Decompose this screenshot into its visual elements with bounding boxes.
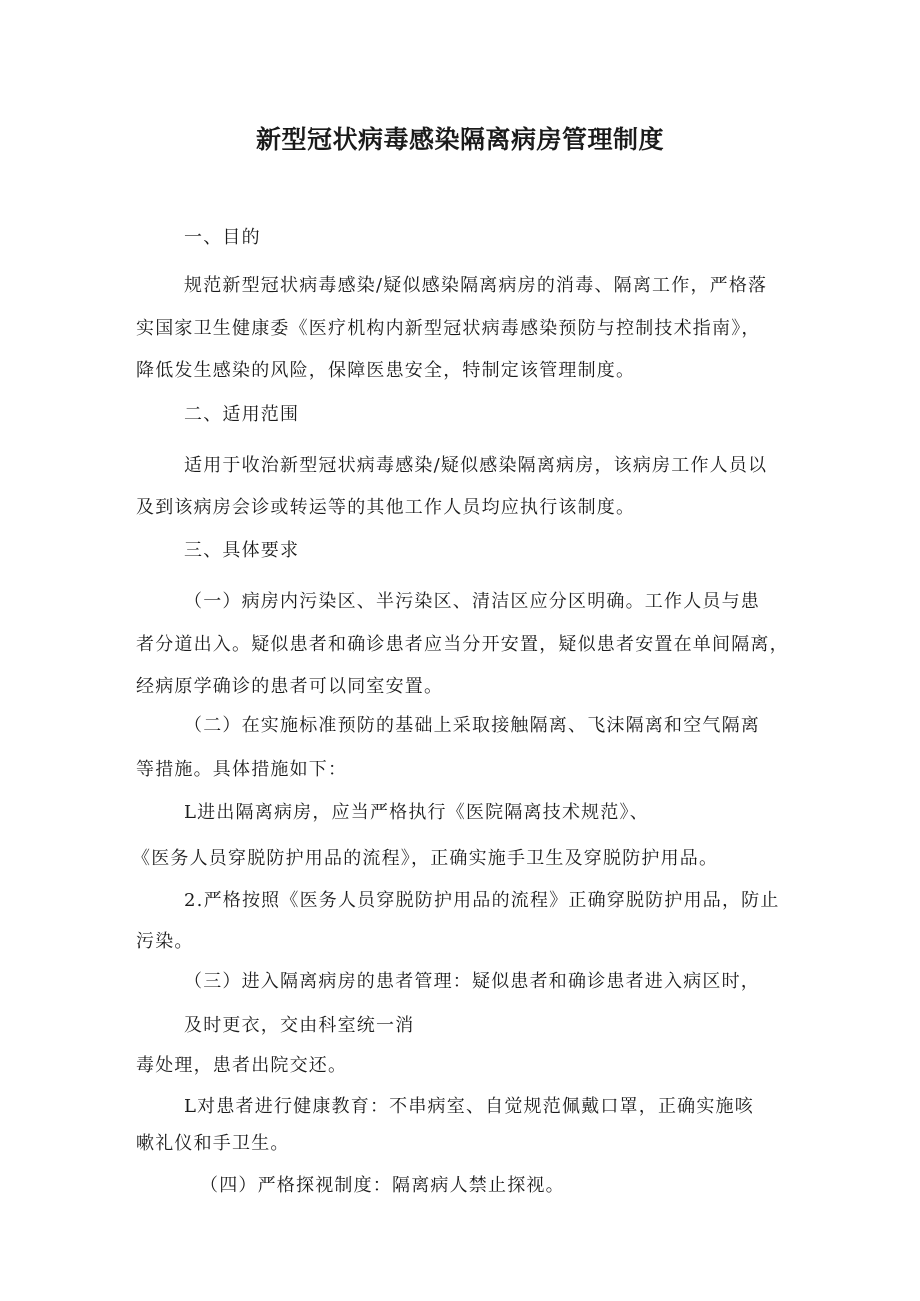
paragraph-line: 2.严格按照《医务人员穿脱防护用品的流程》正确穿脱防护用品，防止 <box>184 890 780 911</box>
paragraph-line: 《医务人员穿脱防护用品的流程》，正确实施手卫生及穿脱防护用品。 <box>132 848 719 869</box>
section-heading-requirements: 三、具体要求 <box>184 540 300 561</box>
paragraph-line: （一）病房内污染区、半污染区、清洁区应分区明确。工作人员与患 <box>184 591 760 612</box>
paragraph-line: 实国家卫生健康委《医疗机构内新型冠状病毒感染预防与控制技术指南》， <box>136 318 761 339</box>
document-title: 新型冠状病毒感染隔离病房管理制度 <box>255 125 664 154</box>
section-heading-purpose: 一、目的 <box>184 227 261 248</box>
paragraph-line: 污染。 <box>136 931 194 952</box>
paragraph-line: 适用于收治新型冠状病毒感染/疑似感染隔离病房，该病房工作人员以 <box>184 455 768 476</box>
paragraph-line: 等措施。具体措施如下： <box>136 759 348 780</box>
paragraph-line: 规范新型冠状病毒感染/疑似感染隔离病房的消毒、隔离工作，严格落 <box>184 275 768 296</box>
paragraph-line: 嗽礼仪和手卫生。 <box>136 1133 290 1154</box>
paragraph-line: L对患者进行健康教育：不串病室、自觉规范佩戴口罩，正确实施咳 <box>184 1096 754 1117</box>
paragraph-line: （三）进入隔离病房的患者管理：疑似患者和确诊患者进入病区时， <box>184 971 760 992</box>
paragraph-line: （四）严格探视制度：隔离病人禁止探视。 <box>200 1175 565 1196</box>
paragraph-line: 降低发生感染的风险，保障医患安全，特制定该管理制度。 <box>136 360 636 381</box>
paragraph-line: 经病原学确诊的患者可以同室安置。 <box>136 676 444 697</box>
paragraph-line: 毒处理，患者出院交还。 <box>136 1055 348 1076</box>
paragraph-line: （二）在实施标准预防的基础上采取接触隔离、飞沫隔离和空气隔离 <box>184 715 760 736</box>
paragraph-line: 及到该病房会诊或转运等的其他工作人员均应执行该制度。 <box>136 497 636 518</box>
section-heading-scope: 二、适用范围 <box>184 404 300 425</box>
paragraph-line: 及时更衣，交由科室统一消 <box>184 1015 415 1036</box>
paragraph-line: 者分道出入。疑似患者和确诊患者应当分开安置，疑似患者安置在单间隔离， <box>136 634 789 655</box>
paragraph-line: L进出隔离病房，应当严格执行《医院隔离技术规范》、 <box>184 802 649 823</box>
